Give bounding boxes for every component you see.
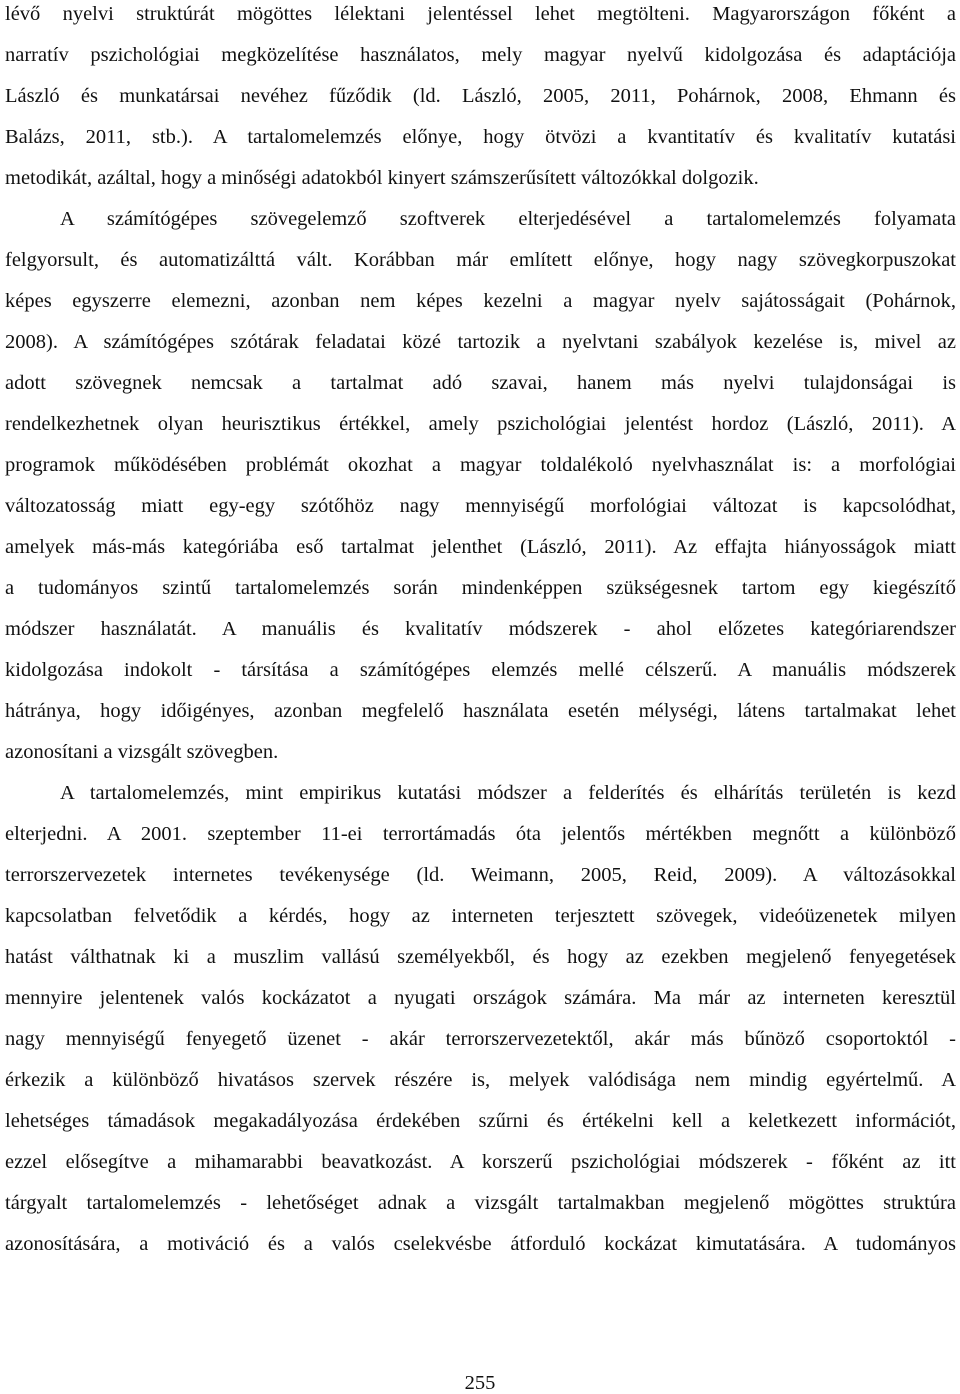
text-line: Balázs, 2011, stb.). A tartalomelemzés előnye, hogy ötvözi a kvantitatív és kvalitatív kutatási	[5, 126, 956, 148]
text-line: elterjedni. A 2001. szeptember 11-ei terrortámadás óta jelentős mértékben megnőtt a különböző	[5, 823, 956, 845]
text-line: adott szövegnek nemcsak a tartalmat adó szavai, hanem más nyelvi tulajdonságai is	[5, 372, 956, 394]
paragraph-first-line: A számítógépes szövegelemző szoftverek elterjedésével a tartalomelemzés folyamata	[60, 208, 956, 230]
text-line: azonosítani a vizsgált szövegben.	[5, 741, 279, 763]
text-line: programok működésében problémát okozhat a magyar toldalékoló nyelvhasználat is: a morfológiai	[5, 454, 956, 476]
text-line: módszer használatát. A manuális és kvalitatív módszerek - ahol előzetes kategóriarendszer	[5, 618, 956, 640]
text-line: tárgyalt tartalomelemzés - lehetőséget adnak a vizsgált tartalmakban megjelenő mögöttes struktúra	[5, 1192, 956, 1214]
page-number: 255	[464, 1372, 496, 1394]
text-line: mennyire jelentenek valós kockázatot a nyugati országok számára. Ma már az interneten keresztül	[5, 987, 956, 1009]
text-line: kapcsolatban felvetődik a kérdés, hogy az interneten terjesztett szövegek, videóüzenetek milyen	[5, 905, 956, 927]
text-line: rendelkezhetnek olyan heurisztikus értékkel, amely pszichológiai jelentést hordoz (László, 2011). A	[5, 413, 956, 435]
text-line: lévő nyelvi struktúrát mögöttes lélektani jelentéssel lehet megtölteni. Magyarországon főként a	[5, 3, 956, 25]
paragraph-first-line: A tartalomelemzés, mint empirikus kutatási módszer a felderítés és elhárítás területén is kezd	[60, 782, 956, 804]
text-line: változatosság miatt egy-egy szótőhöz nagy mennyiségű morfológiai változat is kapcsolódhat,	[5, 495, 956, 517]
text-line: terrorszervezetek internetes tevékenysége (ld. Weimann, 2005, Reid, 2009). A változásokkal	[5, 864, 956, 886]
text-line: hátránya, hogy időigényes, azonban megfelelő használata esetén mélységi, látens tartalmakat lehet	[5, 700, 956, 722]
text-line: metodikát, azáltal, hogy a minőségi adatokból kinyert számszerűsített változókkal dolgozik.	[5, 167, 759, 189]
text-line: amelyek más-más kategóriába eső tartalmat jelenthet (László, 2011). Az effajta hiányosságok miatt	[5, 536, 956, 558]
text-line: felgyorsult, és automatizálttá vált. Korábban már említett előnye, hogy nagy szövegkorpuszokat	[5, 249, 956, 271]
text-line: azonosítására, a motiváció és a valós cselekvésbe átforduló kockázat kimutatására. A tudományos	[5, 1233, 956, 1255]
text-line: 2008). A számítógépes szótárak feladatai közé tartozik a nyelvtani szabályok kezelése is, mivel az	[5, 331, 956, 353]
text-line: lehetséges támadások megakadályozása érdekében szűrni és értékelni kell a keletkezett információt,	[5, 1110, 956, 1132]
text-line: képes egyszerre elemezni, azonban nem képes kezelni a magyar nyelv sajátosságait (Pohárnok,	[5, 290, 956, 312]
text-line: hatást válthatnak ki a muszlim vallású személyekből, és hogy az ezekben megjelenő fenyegetések	[5, 946, 956, 968]
text-line: narratív pszichológiai megközelítése használatos, mely magyar nyelvű kidolgozása és adaptációja	[5, 44, 956, 66]
text-line: ezzel elősegítve a mihamarabbi beavatkozást. A korszerű pszichológiai módszerek - főként az itt	[5, 1151, 956, 1173]
text-line: nagy mennyiségű fenyegető üzenet - akár terrorszervezetektől, akár más bűnöző csoportoktól -	[5, 1028, 956, 1050]
text-line: kidolgozása indokolt - társítása a számítógépes elemzés mellé célszerű. A manuális módszerek	[5, 659, 956, 681]
text-line: László és munkatársai nevéhez fűződik (ld. László, 2005, 2011, Pohárnok, 2008, Ehmann és	[5, 85, 956, 107]
text-line: a tudományos szintű tartalomelemzés során mindenképpen szükségesnek tartom egy kiegészítő	[5, 577, 956, 599]
text-line: érkezik a különböző hivatásos szervek részére is, melyek valódisága nem mindig egyértelmű. A	[5, 1069, 956, 1091]
